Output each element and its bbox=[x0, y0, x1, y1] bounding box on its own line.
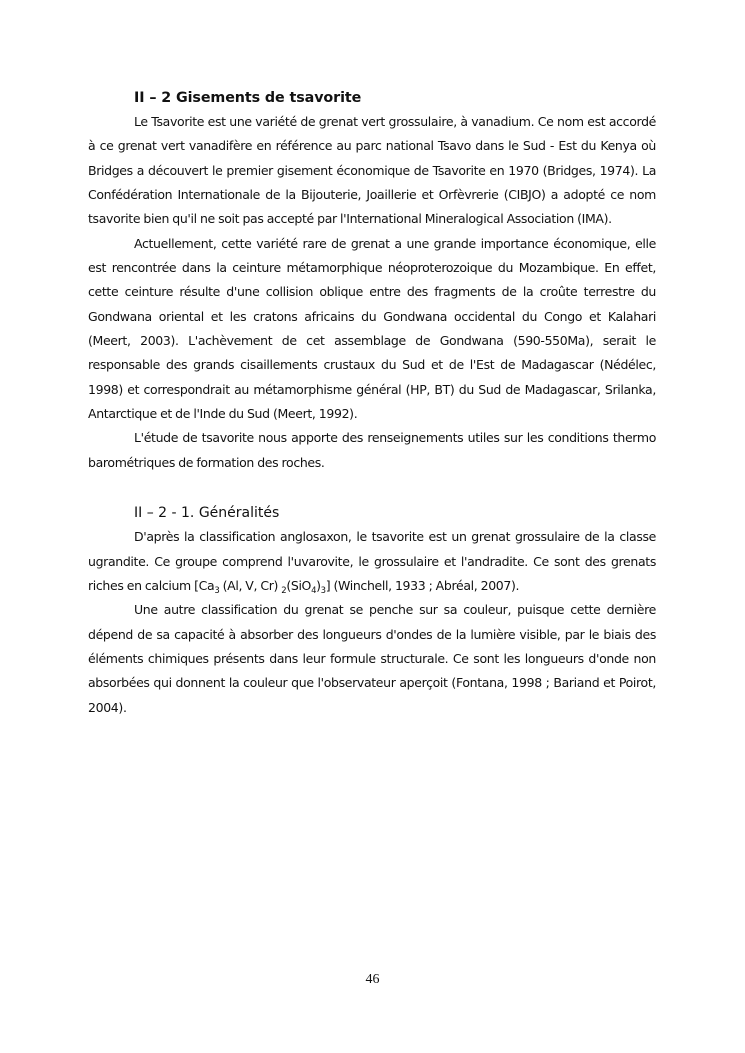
formula-subscript-3: 3 bbox=[320, 585, 326, 596]
formula-part-2: (SiO bbox=[286, 577, 312, 593]
subsection-heading: II – 2 - 1. Généralités bbox=[134, 505, 280, 522]
formula-subscript-ca: 3 bbox=[214, 585, 220, 596]
paragraph-tsavorite-definition: Le Tsavorite est une variété de grenat vert grossulaire, à vanadium. Ce nom est accordé à ce grenat vert vanadifère en référence au parc national Tsavo dans le Sud - Est du Kenya où Bridges a découvert le premier gisement économique de Tsavorite en 1970 (Bridges, 1974). La Confédération Internationale de la Bijouterie, Joaillerie et Orfèvrerie (CIBJO) a adopté ce nom tsavorite bien qu'il ne soit pas accepté par l'International Mineralogical Association (IMA). bbox=[88, 114, 656, 227]
formula-part-3: ) bbox=[316, 577, 321, 593]
page-number: 46 bbox=[365, 972, 380, 987]
section-heading: II – 2 Gisements de tsavorite bbox=[134, 90, 362, 106]
formula-subscript-2: 2 bbox=[281, 585, 287, 596]
formula-part-1: (Al, V, Cr) bbox=[219, 577, 282, 593]
paragraph-color-classification: Une autre classification du grenat se penche sur sa couleur, puisque cette dernière dépend de sa capacité à absorber des longueurs d'ondes de la lumière visible, par le biais des éléments chimiques présents dans leur formule structurale. Ce sont les longueurs d'onde non absorbées qui donnent la couleur que l'observateur aperçoit (Fontana, 1998 ; Bariand et Poirot, 2004). bbox=[88, 602, 656, 715]
formula-subscript-o: 4 bbox=[311, 585, 317, 596]
paragraph-economic-importance: Actuellement, cette variété rare de grenat a une grande importance économique, elle est rencontrée dans la ceinture métamorphique néoproterozoique du Mozambique. En effet, cette ceinture résulte d'une collision oblique entre des fragments de la croûte terrestre du Gondwana oriental et les cratons africains du Gondwana occidental du Congo et Kalahari (Meert, 2003). L'achèvement de cet assemblage de Gondwana (590-550Ma), serait le responsable des grands cisaillements crustaux du Sud et de l'Est de Madagascar (Nédélec, 1998) et correspondrait au métamorphisme général (HP, BT) du Sud de Madagascar, Srilanka, Antarctique et de l'Inde du Sud (Meert, 1992). bbox=[88, 235, 656, 422]
classification-text: D'après la classification anglosaxon, le tsavorite est un grenat grossulaire de la classe ugrandite. Ce groupe comprend l'uvarovite, le grossulaire et l'andradite. Ce sont des grenats riches en calcium [Ca bbox=[88, 529, 656, 593]
paragraph-classification bbox=[88, 525, 656, 598]
classification-citation: ] (Winchell, 1933 ; Abréal, 2007). bbox=[325, 577, 520, 593]
paragraph-study-conditions: L'étude de tsavorite nous apporte des renseignements utiles sur les conditions thermo barométriques de formation des roches. bbox=[88, 430, 656, 470]
page-content bbox=[88, 86, 656, 720]
section-spacer bbox=[88, 475, 656, 501]
